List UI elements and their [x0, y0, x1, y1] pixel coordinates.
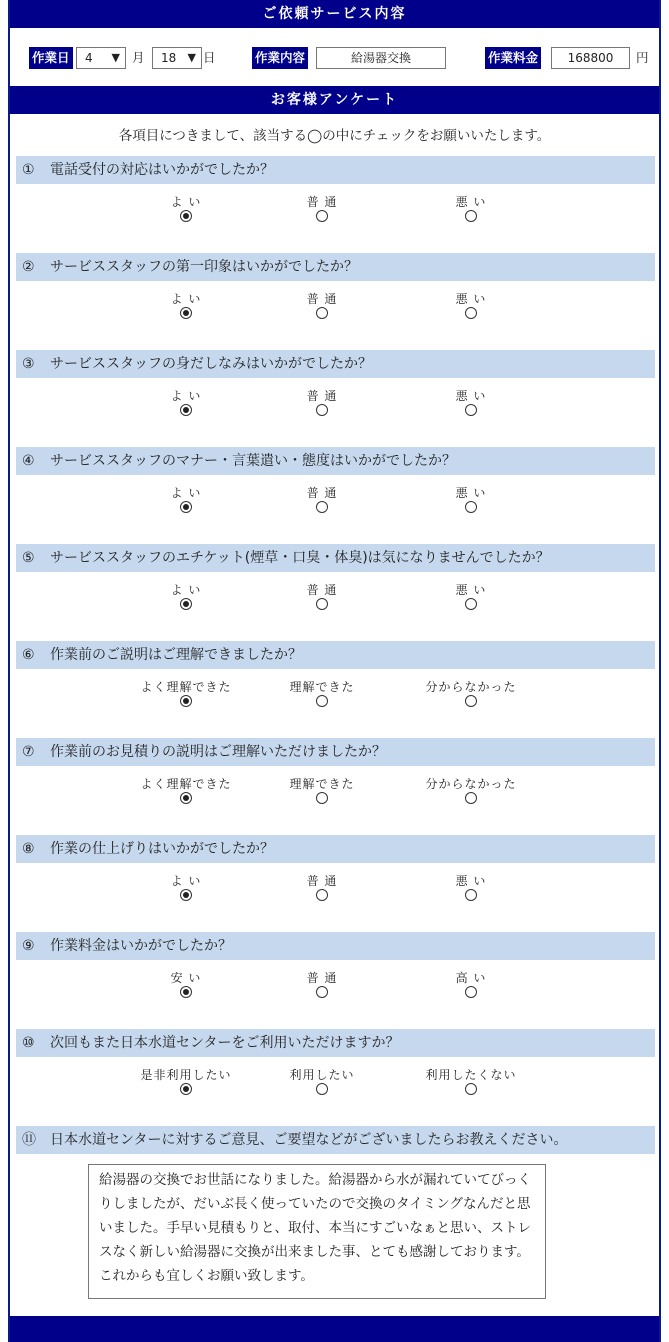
answer-option-label: よく理解できた — [140, 680, 232, 694]
answer-option[interactable] — [411, 1067, 531, 1099]
question-header — [16, 1029, 655, 1057]
answer-radio[interactable] — [465, 1083, 477, 1095]
answer-radio[interactable] — [316, 307, 328, 319]
question-text: サービススタッフの身だしなみはいかがでしたか？ — [50, 356, 372, 372]
answer-radio[interactable] — [316, 889, 328, 901]
answer-radio[interactable] — [465, 307, 477, 319]
survey-form — [8, 0, 661, 1342]
answer-option-label: よ い — [170, 195, 202, 209]
answer-option-label: よ い — [170, 292, 202, 306]
answer-option-label: 分からなかった — [425, 680, 517, 694]
answer-radio[interactable] — [316, 1083, 328, 1095]
question-header — [16, 447, 655, 475]
answer-option-label: 普 通 — [306, 486, 338, 500]
answer-radio[interactable] — [316, 404, 328, 416]
answer-option-label: 普 通 — [306, 195, 338, 209]
answer-option-label: 悪 い — [455, 486, 487, 500]
day-value: 18 — [161, 51, 177, 65]
answer-radio[interactable] — [316, 598, 328, 610]
question-number: ⑤ — [22, 550, 35, 566]
answer-option[interactable] — [411, 679, 531, 711]
answer-option[interactable] — [126, 388, 246, 420]
fee-unit: 円 — [636, 50, 649, 65]
answer-radio[interactable] — [316, 501, 328, 513]
answer-option-label: よく理解できた — [140, 777, 232, 791]
dropdown-arrow-icon: ▼ — [187, 51, 196, 64]
answer-option[interactable] — [262, 388, 382, 420]
answer-radio[interactable] — [465, 986, 477, 998]
answer-option-label: 理解できた — [289, 680, 355, 694]
answer-option[interactable] — [411, 970, 531, 1002]
survey-section-header: お客様アンケート — [10, 86, 659, 114]
answer-option[interactable] — [262, 194, 382, 226]
answer-radio[interactable] — [316, 792, 328, 804]
question-header — [16, 544, 655, 572]
service-details-row — [10, 44, 659, 72]
question-header — [16, 253, 655, 281]
answer-radio[interactable] — [180, 501, 192, 513]
answer-option[interactable] — [126, 1067, 246, 1099]
answer-option[interactable] — [126, 291, 246, 323]
answer-option[interactable] — [411, 873, 531, 905]
work-fee-label: 作業料金 — [485, 47, 541, 69]
question-header — [16, 641, 655, 669]
dropdown-arrow-icon: ▼ — [111, 51, 120, 64]
question-text: サービススタッフの第一印象はいかがでしたか？ — [50, 259, 358, 275]
question-text: サービススタッフのマナー・言葉遣い・態度はいかがでしたか？ — [50, 453, 456, 469]
answer-option-label: 悪 い — [455, 389, 487, 403]
answer-option[interactable] — [411, 582, 531, 614]
answer-option[interactable] — [126, 776, 246, 808]
comment-box[interactable]: 給湯器の交換でお世話になりました。給湯器から水が漏れていてびっくりしましたが、だいぶ長く使っていたので交換のタイミングなんだと思いました。手早い見積もりと、取付、本当にすごいなぁと思い、ストレスなく新しい給湯器に交換が出来ました事、とても感謝しております。これからも宜しくお願い致します。 — [88, 1164, 546, 1299]
answer-option[interactable] — [411, 388, 531, 420]
answer-option-label: 分からなかった — [425, 777, 517, 791]
answer-option[interactable] — [411, 291, 531, 323]
question-text: 作業の仕上げりはいかがでしたか？ — [50, 841, 274, 857]
day-select[interactable] — [152, 47, 202, 69]
answer-option-label: 悪 い — [455, 292, 487, 306]
answer-radio[interactable] — [180, 695, 192, 707]
question-text: 作業料金はいかがでしたか？ — [50, 938, 232, 954]
question-header — [16, 350, 655, 378]
answer-option[interactable] — [262, 873, 382, 905]
answer-radio[interactable] — [180, 792, 192, 804]
work-content-field[interactable]: 給湯器交換 — [316, 47, 446, 69]
answer-option-label: 普 通 — [306, 389, 338, 403]
question-header — [16, 1126, 655, 1154]
answer-option-label: 是非利用したい — [140, 1068, 232, 1082]
answer-radio[interactable] — [465, 501, 477, 513]
service-section-header: ご依頼サービス内容 — [10, 0, 659, 28]
answer-radio[interactable] — [316, 210, 328, 222]
answer-option[interactable] — [126, 194, 246, 226]
answer-option[interactable] — [126, 679, 246, 711]
answer-radio[interactable] — [180, 210, 192, 222]
answer-option[interactable] — [262, 679, 382, 711]
answer-radio[interactable] — [180, 307, 192, 319]
work-date-label: 作業日 — [29, 47, 73, 69]
work-content-label: 作業内容 — [252, 47, 308, 69]
month-unit: 月 — [132, 50, 145, 65]
answer-radio[interactable] — [316, 986, 328, 998]
question-header — [16, 738, 655, 766]
answer-option[interactable] — [262, 291, 382, 323]
answer-option-label: 高 い — [455, 971, 487, 985]
answer-radio[interactable] — [180, 1083, 192, 1095]
question-number: ⑥ — [22, 647, 35, 663]
answer-option-label: 普 通 — [306, 971, 338, 985]
question-text: サービススタッフのエチケット(煙草・口臭・体臭)は気になりませんでしたか？ — [50, 550, 550, 566]
question-text: 電話受付の対応はいかがでしたか？ — [50, 162, 274, 178]
question-text: 作業前のご説明はご理解できましたか？ — [50, 647, 302, 663]
answer-radio[interactable] — [465, 598, 477, 610]
question-number: ② — [22, 259, 35, 275]
answer-option[interactable] — [262, 485, 382, 517]
answer-option-label: よ い — [170, 583, 202, 597]
answer-option[interactable] — [126, 873, 246, 905]
answer-option[interactable] — [126, 970, 246, 1002]
question-text: 次回もまた日本水道センターをご利用いただけますか？ — [50, 1035, 400, 1051]
answer-option[interactable] — [262, 582, 382, 614]
answer-option[interactable] — [126, 582, 246, 614]
answer-option-label: 安 い — [170, 971, 202, 985]
answer-option-label: 理解できた — [289, 777, 355, 791]
question-number: ⑦ — [22, 744, 35, 760]
answer-option[interactable] — [262, 970, 382, 1002]
question-number: ⑩ — [22, 1035, 35, 1051]
question-number: ③ — [22, 356, 35, 372]
answer-radio[interactable] — [316, 695, 328, 707]
answer-radio[interactable] — [465, 695, 477, 707]
answer-radio[interactable] — [180, 889, 192, 901]
month-select[interactable] — [76, 47, 126, 69]
question-number: ⑪ — [22, 1132, 36, 1148]
answer-option-label: よ い — [170, 389, 202, 403]
answer-radio[interactable] — [465, 792, 477, 804]
question-number: ① — [22, 162, 35, 178]
answer-option-label: 悪 い — [455, 583, 487, 597]
question-header — [16, 932, 655, 960]
answer-option[interactable] — [411, 485, 531, 517]
footer-bar — [10, 1316, 659, 1342]
question-number: ④ — [22, 453, 35, 469]
question-text: 作業前のお見積りの説明はご理解いただけましたか？ — [50, 744, 386, 760]
answer-radio[interactable] — [180, 598, 192, 610]
answer-option[interactable] — [262, 776, 382, 808]
answer-option-label: 普 通 — [306, 874, 338, 888]
answer-radio[interactable] — [180, 986, 192, 998]
answer-radio[interactable] — [180, 404, 192, 416]
question-header — [16, 835, 655, 863]
work-fee-field[interactable]: 168800 — [551, 47, 630, 69]
answer-radio[interactable] — [465, 889, 477, 901]
question-number: ⑧ — [22, 841, 35, 857]
answer-option-label: 悪 い — [455, 195, 487, 209]
answer-radio[interactable] — [465, 210, 477, 222]
answer-radio[interactable] — [465, 404, 477, 416]
answer-option-label: 悪 い — [455, 874, 487, 888]
answer-option-label: よ い — [170, 486, 202, 500]
answer-option-label: 普 通 — [306, 583, 338, 597]
answer-option-label: 利用したくない — [425, 1068, 517, 1082]
day-unit: 日 — [203, 50, 216, 65]
question-number: ⑨ — [22, 938, 35, 954]
answer-option[interactable] — [411, 194, 531, 226]
answer-option[interactable] — [411, 776, 531, 808]
answer-option-label: よ い — [170, 874, 202, 888]
question-header — [16, 156, 655, 184]
answer-option-label: 利用したい — [289, 1068, 355, 1082]
answer-option-label: 普 通 — [306, 292, 338, 306]
survey-instructions: 各項目につきまして、該当する◯の中にチェックをお願いいたします。 — [118, 128, 551, 144]
month-value: 4 — [85, 51, 93, 65]
answer-option[interactable] — [262, 1067, 382, 1099]
question-text: 日本水道センターに対するご意見、ご要望などがございましたらお教えください。 — [50, 1132, 568, 1148]
answer-option[interactable] — [126, 485, 246, 517]
